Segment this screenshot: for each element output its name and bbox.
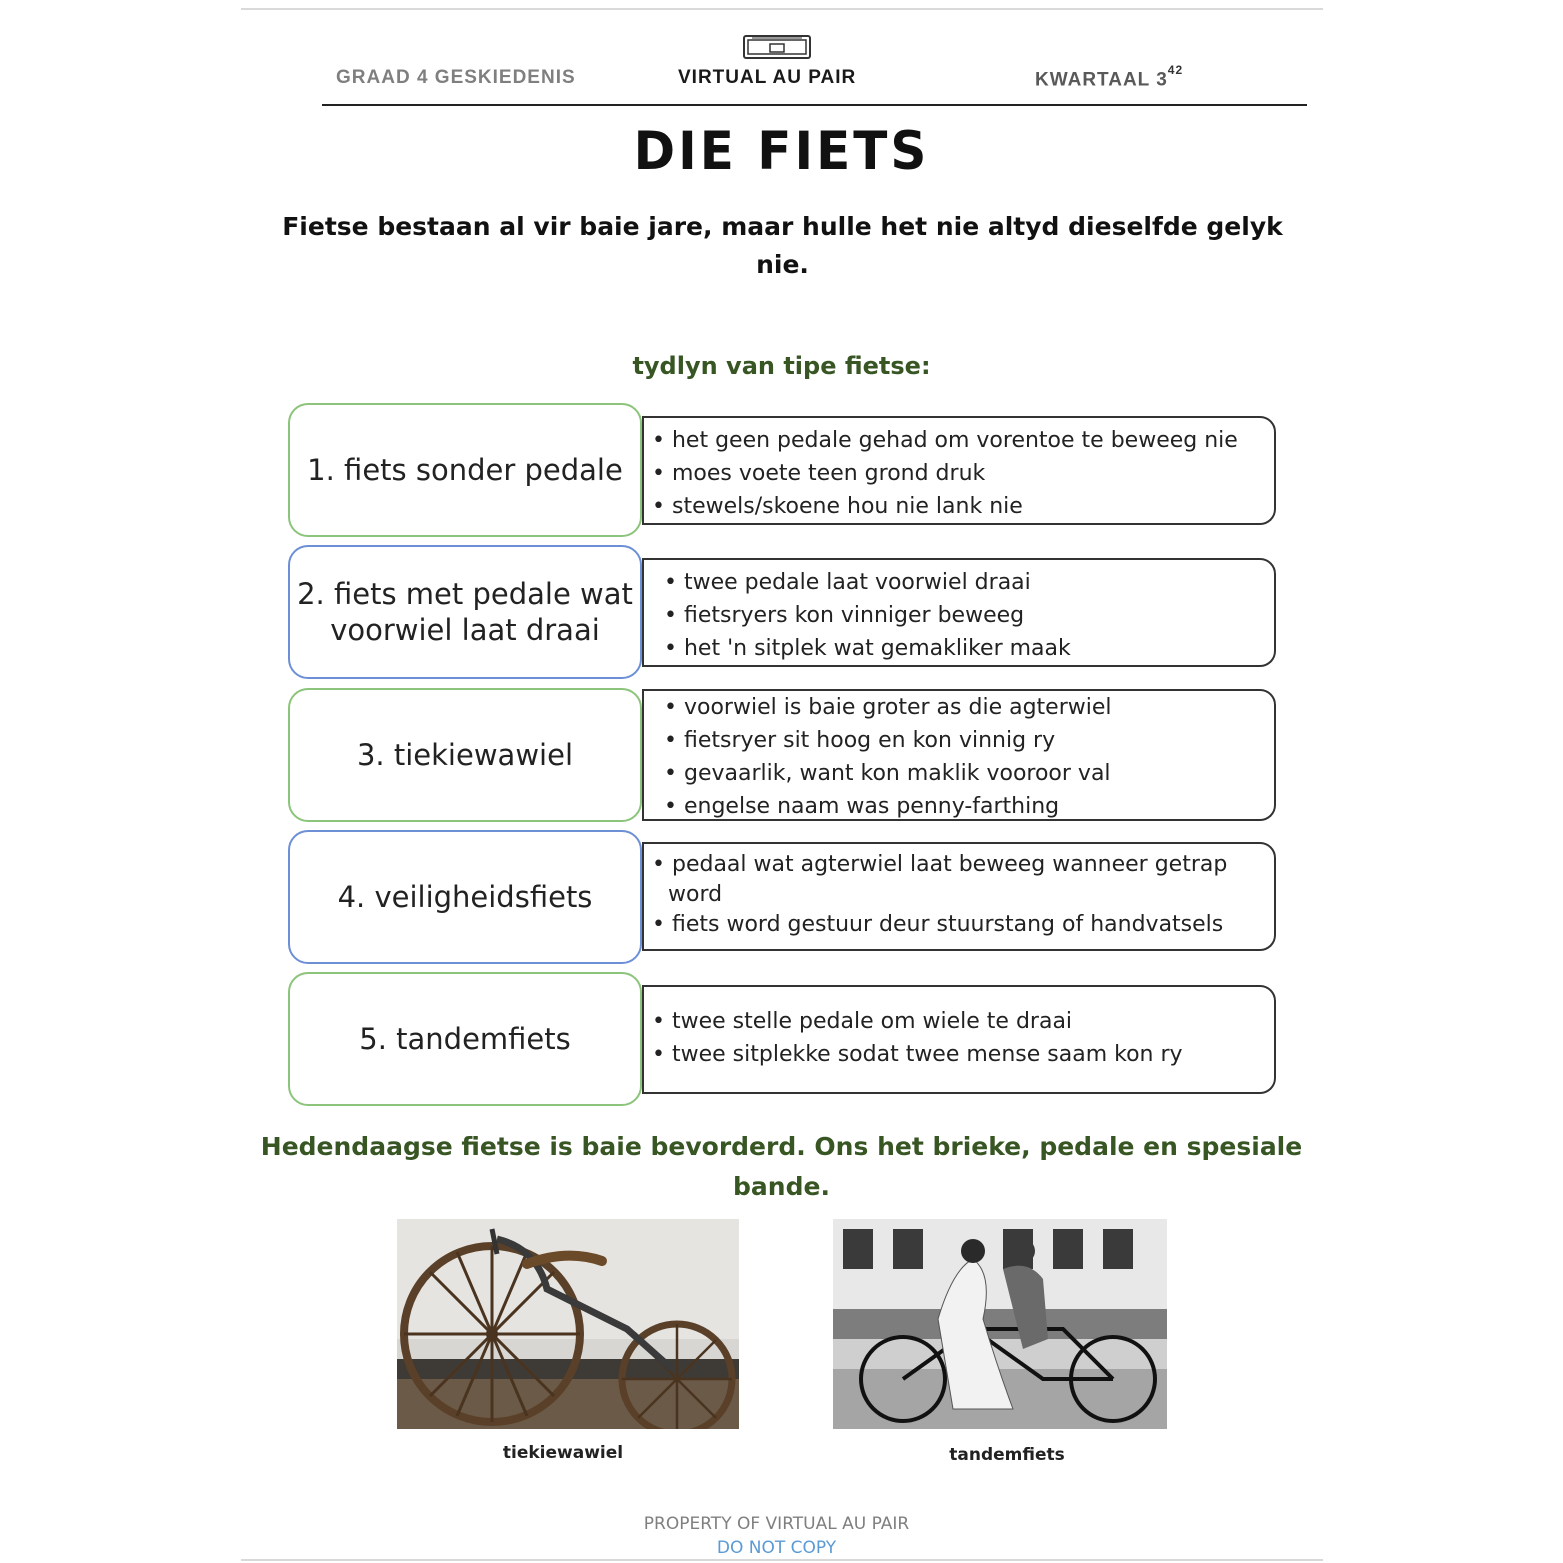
footer-do-not-copy: DO NOT COPY [716, 1538, 837, 1558]
page-header [322, 30, 1307, 106]
detail-point: • het 'n sitplek wat gemakliker maak [664, 632, 1264, 665]
timeline-heading: tydlyn van tipe fietse: [632, 352, 931, 380]
timeline-details-5 [642, 985, 1276, 1094]
header-term [1035, 63, 1184, 91]
detail-point: • pedaal wat agterwiel laat beweeg wanneer getrap word [652, 850, 1264, 910]
page-title: DIE FIETS [633, 120, 930, 182]
photo-tandemfiets [833, 1219, 1167, 1429]
detail-point: • gevaarlik, want kon maklik vooroor val [664, 757, 1264, 790]
detail-point: • fietsryers kon vinniger beweeg [664, 599, 1264, 632]
detail-point: • stewels/skoene hou nie lank nie [652, 490, 1264, 523]
page-number: 42 [1167, 63, 1184, 77]
header-term-label: KWARTAAL 3 [1035, 69, 1168, 91]
tandem-bicycle-image [833, 1219, 1167, 1429]
photo-caption-tiekiewawiel: tiekiewawiel [502, 1443, 624, 1463]
timeline-details-2 [642, 558, 1276, 667]
timeline-details-1 [642, 416, 1276, 525]
detail-point: • twee pedale laat voorwiel draai [664, 566, 1264, 599]
detail-point: • voorwiel is baie groter as die agterwiel [664, 691, 1264, 724]
photo-tiekiewawiel [397, 1219, 739, 1429]
timeline-label-3: 3. tiekiewawiel [288, 688, 642, 822]
detail-point: • twee sitplekke sodat twee mense saam kon ry [652, 1038, 1264, 1071]
timeline-details-4 [642, 842, 1276, 951]
timeline-label-1: 1. fiets sonder pedale [288, 403, 642, 537]
timeline-label-4: 4. veiligheidsfiets [288, 830, 642, 964]
intro-text: Fietse bestaan al vir baie jare, maar hulle het nie altyd dieselfde gelyk nie. [282, 212, 1283, 279]
monitor-logo-icon [742, 34, 812, 60]
page-top-edge [241, 8, 1323, 10]
detail-point: • moes voete teen grond druk [652, 457, 1264, 490]
page-bottom-edge [241, 1559, 1323, 1561]
header-brand: VIRTUAL AU PAIR [678, 67, 857, 88]
footer-property: PROPERTY OF VIRTUAL AU PAIR [643, 1514, 910, 1534]
penny-farthing-image [397, 1219, 739, 1429]
detail-point: • het geen pedale gehad om vorentoe te beweeg nie [652, 424, 1264, 457]
timeline-label-5: 5. tandemfiets [288, 972, 642, 1106]
header-subject: GRAAD 4 GESKIEDENIS [336, 67, 576, 88]
detail-point: • twee stelle pedale om wiele te draai [652, 1005, 1264, 1038]
outro-text: Hedendaagse fietse is baie bevorderd. Ons het brieke, pedale en spesiale bande. [260, 1132, 1303, 1201]
timeline-details-3 [642, 689, 1276, 821]
timeline-label-2: 2. fiets met pedale wat voorwiel laat draai [288, 545, 642, 679]
detail-point: • fiets word gestuur deur stuurstang of handvatsels [652, 910, 1264, 940]
detail-point: • engelse naam was penny-farthing [664, 790, 1264, 823]
detail-point: • fietsryer sit hoog en kon vinnig ry [664, 724, 1264, 757]
photo-caption-tandemfiets: tandemfiets [949, 1445, 1065, 1465]
